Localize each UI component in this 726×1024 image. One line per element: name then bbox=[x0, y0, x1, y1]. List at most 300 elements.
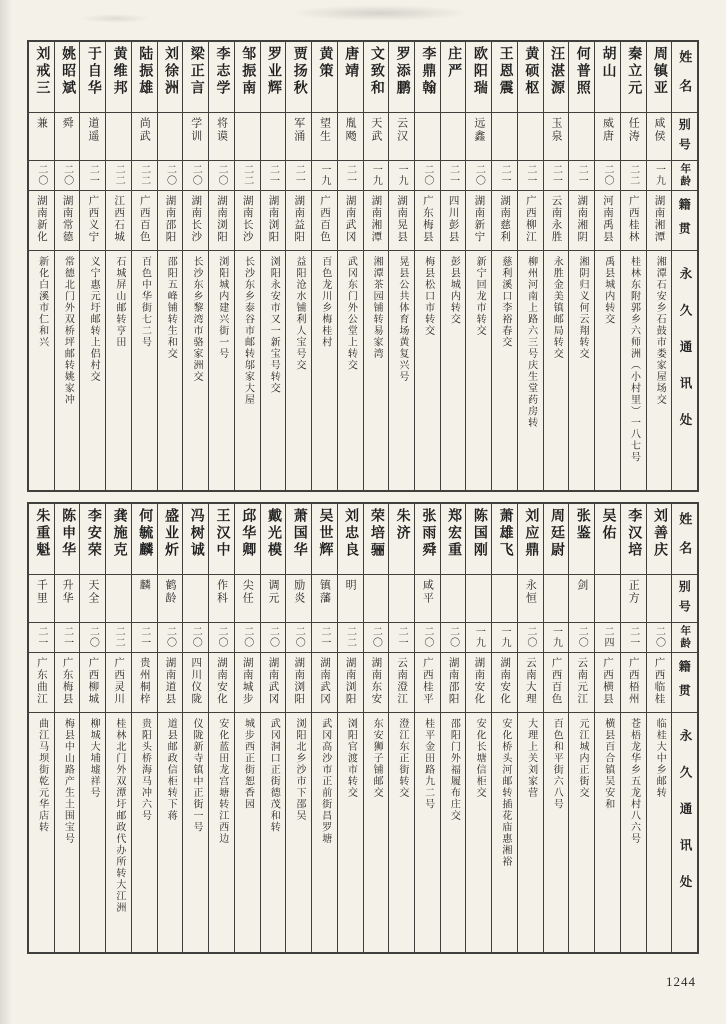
person-native-place bbox=[441, 652, 466, 712]
person-age-text: 二〇 bbox=[164, 164, 176, 186]
person-age-text: 二一 bbox=[35, 626, 47, 648]
person-native-place bbox=[286, 190, 311, 250]
person-native-place-text: 广西横县 bbox=[602, 657, 614, 705]
header-name-label bbox=[672, 42, 697, 112]
person-name-text: 朱济 bbox=[394, 508, 410, 542]
person-address bbox=[518, 712, 543, 952]
person-address bbox=[647, 712, 672, 952]
person-column bbox=[568, 42, 594, 490]
person-age bbox=[132, 622, 157, 652]
person-column bbox=[414, 42, 440, 490]
row-header-column bbox=[671, 42, 697, 490]
person-address bbox=[595, 712, 620, 952]
person-native-place-text: 湖南长沙 bbox=[190, 195, 202, 243]
person-alias bbox=[364, 112, 389, 160]
header-alias-label bbox=[672, 112, 697, 160]
person-native-place-text: 湖南东安 bbox=[370, 657, 382, 705]
person-address bbox=[209, 712, 234, 952]
person-native-place-text: 湖南慈利 bbox=[499, 195, 511, 243]
person-address-text: 道县邮政信柜转下蒋 bbox=[165, 718, 177, 822]
person-address-text: 大理上关刘家营 bbox=[525, 718, 537, 799]
person-column bbox=[568, 504, 594, 952]
person-name bbox=[158, 504, 183, 574]
person-alias-text: 玉泉 bbox=[550, 117, 563, 143]
person-age-text: 二一 bbox=[524, 164, 536, 186]
header-age-label bbox=[672, 622, 697, 652]
person-alias bbox=[55, 574, 80, 622]
scan-edge-shadow bbox=[0, 0, 12, 1024]
person-address bbox=[466, 250, 491, 490]
person-alias bbox=[261, 112, 286, 160]
person-column bbox=[131, 42, 157, 490]
person-native-place-text: 广西灵川 bbox=[113, 657, 125, 705]
person-native-place bbox=[389, 190, 414, 250]
person-native-place bbox=[183, 190, 208, 250]
person-alias-text: 剑 bbox=[575, 579, 588, 592]
person-alias-text: 天全 bbox=[86, 579, 99, 605]
person-name bbox=[621, 504, 646, 574]
person-age-text: 二〇 bbox=[164, 626, 176, 648]
person-native-place bbox=[261, 190, 286, 250]
person-age bbox=[209, 622, 234, 652]
person-column bbox=[440, 42, 466, 490]
person-native-place-text: 河南禹县 bbox=[602, 195, 614, 243]
person-name-text: 萧雄飞 bbox=[497, 508, 513, 559]
person-native-place-text: 湖南安化 bbox=[216, 657, 227, 705]
person-native-place-text: 广西梧州 bbox=[627, 657, 639, 705]
person-name bbox=[209, 504, 234, 574]
person-age bbox=[261, 622, 286, 652]
directory-table-top bbox=[27, 40, 699, 492]
person-alias bbox=[544, 112, 569, 160]
header-native-label bbox=[672, 652, 697, 712]
person-age bbox=[364, 160, 389, 190]
person-age bbox=[286, 622, 311, 652]
person-address-text: 晃县公共体育场黄复兴号 bbox=[396, 256, 408, 383]
scan-artifact bbox=[80, 14, 150, 23]
person-alias bbox=[158, 574, 183, 622]
person-age-text: 二〇 bbox=[35, 164, 47, 186]
person-native-place bbox=[621, 190, 646, 250]
person-address bbox=[569, 712, 594, 952]
person-name-text: 刘戒三 bbox=[34, 46, 50, 97]
person-age-text: 二〇 bbox=[87, 626, 99, 648]
person-name bbox=[183, 42, 208, 112]
person-name bbox=[55, 42, 80, 112]
person-name-text: 盛业炘 bbox=[163, 508, 179, 559]
person-name bbox=[647, 42, 672, 112]
person-native-place bbox=[183, 652, 208, 712]
person-native-place-text: 湖南安化 bbox=[473, 657, 485, 705]
person-age-text: 二〇 bbox=[473, 164, 485, 186]
person-name bbox=[132, 504, 157, 574]
person-address bbox=[492, 712, 517, 952]
person-age-text: 二一 bbox=[576, 164, 588, 186]
person-address-text: 武冈洞口正街德茂和转 bbox=[268, 718, 280, 833]
person-native-place bbox=[518, 652, 543, 712]
person-column bbox=[620, 504, 646, 952]
person-address bbox=[595, 250, 620, 490]
person-alias-text: 望生 bbox=[318, 117, 331, 143]
person-address-text: 常德北门外双桥坪邮转姚家冲 bbox=[62, 256, 74, 406]
person-address bbox=[569, 250, 594, 490]
header-name-label bbox=[672, 504, 697, 574]
person-name-text: 胡山 bbox=[600, 46, 616, 80]
person-alias-text: 正方 bbox=[627, 579, 640, 605]
person-native-place-text: 湖南邵阳 bbox=[447, 657, 459, 705]
person-name-text: 罗添鹏 bbox=[394, 46, 410, 97]
person-name-text: 黄维邦 bbox=[111, 46, 127, 97]
person-column bbox=[234, 42, 260, 490]
person-address-text: 元江城内正街交 bbox=[577, 718, 589, 799]
person-age-text: 二〇 bbox=[421, 164, 433, 186]
person-name bbox=[389, 42, 414, 112]
person-age bbox=[364, 622, 389, 652]
person-name-text: 何毓麟 bbox=[137, 508, 153, 559]
person-name bbox=[132, 42, 157, 112]
person-address-text: 浏阳官渡市转交 bbox=[345, 718, 357, 799]
person-age-text: 二〇 bbox=[267, 626, 279, 648]
person-column bbox=[337, 42, 363, 490]
person-native-place bbox=[132, 652, 157, 712]
person-address-text: 新宁回龙市转交 bbox=[474, 256, 486, 337]
person-age-text: 二一 bbox=[550, 164, 562, 186]
person-address-text: 曲江马坝街乾元华店转 bbox=[36, 718, 48, 833]
person-native-place-text: 湖南益阳 bbox=[293, 195, 305, 243]
person-address bbox=[29, 712, 54, 952]
person-alias bbox=[621, 574, 646, 622]
person-column bbox=[157, 42, 183, 490]
person-age bbox=[647, 622, 672, 652]
person-name bbox=[364, 504, 389, 574]
person-age-text: 二〇 bbox=[61, 164, 73, 186]
person-native-place-text: 云南澄江 bbox=[396, 657, 408, 705]
person-column bbox=[260, 504, 286, 952]
person-native-place-text: 湖南新化 bbox=[35, 195, 47, 243]
person-age-text: 二二 bbox=[241, 164, 253, 186]
person-alias bbox=[569, 574, 594, 622]
person-name bbox=[647, 504, 672, 574]
person-age-text: 二〇 bbox=[447, 626, 459, 648]
person-alias-text: 咸平 bbox=[421, 579, 434, 605]
person-native-place bbox=[441, 190, 466, 250]
person-age-text: 二二 bbox=[138, 164, 150, 186]
person-native-place-text: 湖南浏阳 bbox=[293, 657, 305, 705]
person-name bbox=[235, 42, 260, 112]
person-native-place-text: 云南大理 bbox=[524, 657, 536, 705]
person-alias-text: 调元 bbox=[266, 579, 279, 605]
person-age bbox=[621, 622, 646, 652]
person-age-text: 一九 bbox=[370, 164, 382, 186]
person-address bbox=[235, 250, 260, 490]
person-age-text: 一九 bbox=[473, 626, 485, 648]
person-alias-text: 威唐 bbox=[601, 117, 614, 143]
person-column bbox=[491, 504, 517, 952]
person-address bbox=[106, 712, 131, 952]
person-native-place-text: 湖南邵阳 bbox=[164, 195, 176, 243]
person-column bbox=[517, 42, 543, 490]
person-age bbox=[621, 160, 646, 190]
person-column bbox=[337, 504, 363, 952]
person-alias bbox=[80, 574, 105, 622]
person-native-place-text: 湖南湘潭 bbox=[370, 195, 382, 243]
person-alias-text: 学训 bbox=[189, 117, 202, 143]
person-name bbox=[569, 42, 594, 112]
person-address bbox=[286, 250, 311, 490]
person-address-text: 慈利溪口李裕春交 bbox=[499, 256, 511, 348]
person-native-place-text: 湖南城步 bbox=[241, 657, 253, 705]
person-name-text: 李鼎翰 bbox=[420, 46, 436, 97]
person-age-text: 二〇 bbox=[216, 164, 227, 186]
person-column bbox=[260, 42, 286, 490]
person-name-text: 周廷尉 bbox=[549, 508, 565, 559]
person-native-place bbox=[338, 652, 363, 712]
person-name-text: 姚昭斌 bbox=[60, 46, 76, 97]
person-name-text: 唐靖 bbox=[343, 46, 359, 80]
person-address-text: 仪陇新寺镇中正街一号 bbox=[191, 718, 203, 833]
person-name-text: 冯树诚 bbox=[188, 508, 204, 559]
person-name-text: 陈申华 bbox=[60, 508, 76, 559]
person-name-text: 罗业辉 bbox=[265, 46, 281, 97]
person-age-text: 二〇 bbox=[524, 626, 536, 648]
person-age bbox=[158, 622, 183, 652]
person-alias-text: 励炎 bbox=[292, 579, 305, 605]
person-native-place bbox=[106, 190, 131, 250]
person-native-place bbox=[338, 190, 363, 250]
person-native-place-text: 湖南武冈 bbox=[344, 195, 356, 243]
person-address bbox=[647, 250, 672, 490]
person-age bbox=[544, 622, 569, 652]
person-name-text: 王恩震 bbox=[497, 46, 513, 97]
person-alias bbox=[466, 574, 491, 622]
person-address-text: 桂林北门外双潭圩邮政代办所转大江洲 bbox=[113, 718, 125, 914]
person-age bbox=[29, 160, 54, 190]
person-address bbox=[338, 250, 363, 490]
person-native-place-text: 江西石城 bbox=[113, 195, 125, 243]
person-native-place bbox=[209, 190, 234, 250]
person-address bbox=[55, 250, 80, 490]
person-column bbox=[491, 42, 517, 490]
person-age bbox=[158, 160, 183, 190]
person-address bbox=[389, 712, 414, 952]
person-address-text: 禹县城内转交 bbox=[602, 256, 614, 325]
person-native-place bbox=[595, 652, 620, 712]
person-address-text: 安化桥头河邮转插花庙惠湘裕 bbox=[499, 718, 511, 868]
scan-artifact bbox=[290, 5, 470, 21]
person-name bbox=[80, 504, 105, 574]
person-native-place-text: 广西桂平 bbox=[421, 657, 433, 705]
person-age-text: 二〇 bbox=[602, 164, 614, 186]
person-column bbox=[620, 42, 646, 490]
person-alias bbox=[518, 112, 543, 160]
person-native-place bbox=[235, 652, 260, 712]
person-native-place-text: 湖南道县 bbox=[164, 657, 176, 705]
person-alias-text: 胤飏 bbox=[344, 117, 357, 143]
person-address bbox=[209, 250, 234, 490]
header-alias-label-text: 别号 bbox=[677, 580, 692, 620]
person-native-place bbox=[29, 190, 54, 250]
person-alias bbox=[209, 112, 234, 160]
person-age-text: 一九 bbox=[550, 626, 562, 648]
person-name bbox=[466, 42, 491, 112]
person-native-place bbox=[80, 652, 105, 712]
person-native-place bbox=[29, 652, 54, 712]
person-age-text: 二四 bbox=[602, 626, 614, 648]
person-column bbox=[414, 504, 440, 952]
person-alias-text: 作科 bbox=[215, 579, 228, 605]
person-age-text: 二〇 bbox=[653, 626, 665, 648]
person-address-text: 浏阳北乡沙市下邵吴 bbox=[293, 718, 305, 822]
person-alias bbox=[29, 112, 54, 160]
person-alias bbox=[132, 574, 157, 622]
person-name-text: 梁正言 bbox=[188, 46, 204, 97]
person-address bbox=[389, 250, 414, 490]
person-address bbox=[80, 250, 105, 490]
person-native-place-text: 广东梅县 bbox=[421, 195, 433, 243]
person-column bbox=[208, 504, 234, 952]
person-age bbox=[544, 160, 569, 190]
person-name-text: 萧国华 bbox=[291, 508, 307, 559]
person-age bbox=[518, 160, 543, 190]
person-alias bbox=[389, 112, 414, 160]
person-age-text: 二〇 bbox=[241, 626, 253, 648]
person-address-text: 城步西正街恕香园 bbox=[242, 718, 254, 810]
person-name bbox=[544, 42, 569, 112]
header-age-label-text: 年龄 bbox=[679, 163, 691, 188]
person-native-place bbox=[595, 190, 620, 250]
person-address bbox=[312, 712, 337, 952]
person-age-text: 二二 bbox=[113, 164, 125, 186]
person-native-place bbox=[389, 652, 414, 712]
person-alias-text: 任涛 bbox=[627, 117, 640, 143]
person-address-text: 浏阳城内建兴街一号 bbox=[216, 256, 228, 360]
person-age-text: 二〇 bbox=[421, 626, 433, 648]
person-column bbox=[363, 42, 389, 490]
person-name bbox=[235, 504, 260, 574]
person-alias bbox=[595, 574, 620, 622]
person-age bbox=[261, 160, 286, 190]
person-age bbox=[595, 160, 620, 190]
person-age-text: 二〇 bbox=[190, 626, 202, 648]
person-alias bbox=[647, 574, 672, 622]
person-alias-text: 将谟 bbox=[215, 117, 228, 143]
person-name-text: 黄硕枢 bbox=[523, 46, 539, 97]
person-address bbox=[29, 250, 54, 490]
person-address-text: 武冈高沙市正前街昌罗塘 bbox=[319, 718, 331, 845]
person-address-text: 新化白溪市仁和兴 bbox=[36, 256, 48, 348]
person-age-text: 二一 bbox=[61, 626, 73, 648]
person-column bbox=[543, 42, 569, 490]
person-alias bbox=[492, 574, 517, 622]
person-alias-text: 千里 bbox=[35, 579, 48, 605]
person-alias bbox=[312, 574, 337, 622]
person-native-place-text: 广东梅县 bbox=[61, 657, 73, 705]
person-address bbox=[518, 250, 543, 490]
person-address-text: 东安狮子铺邮交 bbox=[371, 718, 383, 799]
person-alias bbox=[106, 574, 131, 622]
person-alias-text: 云汉 bbox=[395, 117, 408, 143]
person-address-text: 桂平金田路九二号 bbox=[422, 718, 434, 810]
person-alias bbox=[235, 574, 260, 622]
person-alias-text: 军涌 bbox=[292, 117, 305, 143]
person-name bbox=[518, 504, 543, 574]
person-address-text: 梅县松口市转交 bbox=[422, 256, 434, 337]
person-address bbox=[441, 712, 466, 952]
person-name-text: 刘善庆 bbox=[651, 508, 667, 559]
person-name-text: 于自华 bbox=[85, 46, 101, 97]
person-alias bbox=[389, 574, 414, 622]
person-column bbox=[29, 504, 54, 952]
person-age bbox=[466, 622, 491, 652]
person-name bbox=[338, 42, 363, 112]
person-native-place-text: 广西柳城 bbox=[87, 657, 99, 705]
person-name bbox=[441, 42, 466, 112]
person-native-place bbox=[106, 652, 131, 712]
person-age-text: 二二 bbox=[113, 626, 125, 648]
person-alias-text: 舜 bbox=[61, 117, 74, 130]
person-age-text: 二一 bbox=[293, 164, 305, 186]
person-name-text: 朱重魁 bbox=[34, 508, 50, 559]
person-address-text: 柳州河南上路六三号庆生堂药房转 bbox=[525, 256, 537, 429]
person-name-text: 李安荣 bbox=[85, 508, 101, 559]
person-address-text: 百色中华街七二号 bbox=[139, 256, 151, 348]
person-age bbox=[492, 622, 517, 652]
person-age bbox=[106, 160, 131, 190]
person-age bbox=[441, 160, 466, 190]
person-column bbox=[388, 504, 414, 952]
person-name-text: 戴光模 bbox=[265, 508, 281, 559]
person-column bbox=[646, 504, 672, 952]
person-column bbox=[29, 42, 54, 490]
person-address bbox=[466, 712, 491, 952]
person-alias-text: 麟 bbox=[138, 579, 151, 592]
person-name-text: 黄策 bbox=[317, 46, 333, 80]
person-native-place-text: 湖南武冈 bbox=[267, 657, 279, 705]
person-age bbox=[338, 160, 363, 190]
person-address-text: 苍梧龙华乡五龙村八六号 bbox=[628, 718, 640, 845]
person-age bbox=[441, 622, 466, 652]
person-native-place-text: 湖南长沙 bbox=[241, 195, 253, 243]
person-column bbox=[543, 504, 569, 952]
person-name-text: 贾扬秋 bbox=[291, 46, 307, 97]
person-alias bbox=[29, 574, 54, 622]
person-alias-text: 明 bbox=[344, 579, 357, 592]
person-native-place bbox=[55, 652, 80, 712]
person-name bbox=[518, 42, 543, 112]
person-address bbox=[364, 712, 389, 952]
person-native-place bbox=[647, 190, 672, 250]
person-alias bbox=[415, 574, 440, 622]
person-name bbox=[595, 42, 620, 112]
person-name bbox=[415, 504, 440, 574]
person-address bbox=[441, 250, 466, 490]
person-name-text: 刘忠良 bbox=[343, 508, 359, 559]
person-native-place-text: 湖南浏阳 bbox=[267, 195, 279, 243]
person-name bbox=[544, 504, 569, 574]
person-native-place bbox=[364, 190, 389, 250]
person-address-text: 百色和平街六八号 bbox=[551, 718, 563, 810]
person-age-text: 二〇 bbox=[293, 626, 305, 648]
person-age-text: 一九 bbox=[318, 164, 330, 186]
person-alias bbox=[441, 112, 466, 160]
person-native-place-text: 湖南武冈 bbox=[318, 657, 330, 705]
person-column bbox=[388, 42, 414, 490]
person-age bbox=[569, 160, 594, 190]
person-age-text: 二二 bbox=[627, 164, 639, 186]
person-address bbox=[158, 250, 183, 490]
person-address-text: 安化长塘信柜交 bbox=[474, 718, 486, 799]
person-address-text: 浏阳永安市又一新宝号转交 bbox=[268, 256, 280, 394]
